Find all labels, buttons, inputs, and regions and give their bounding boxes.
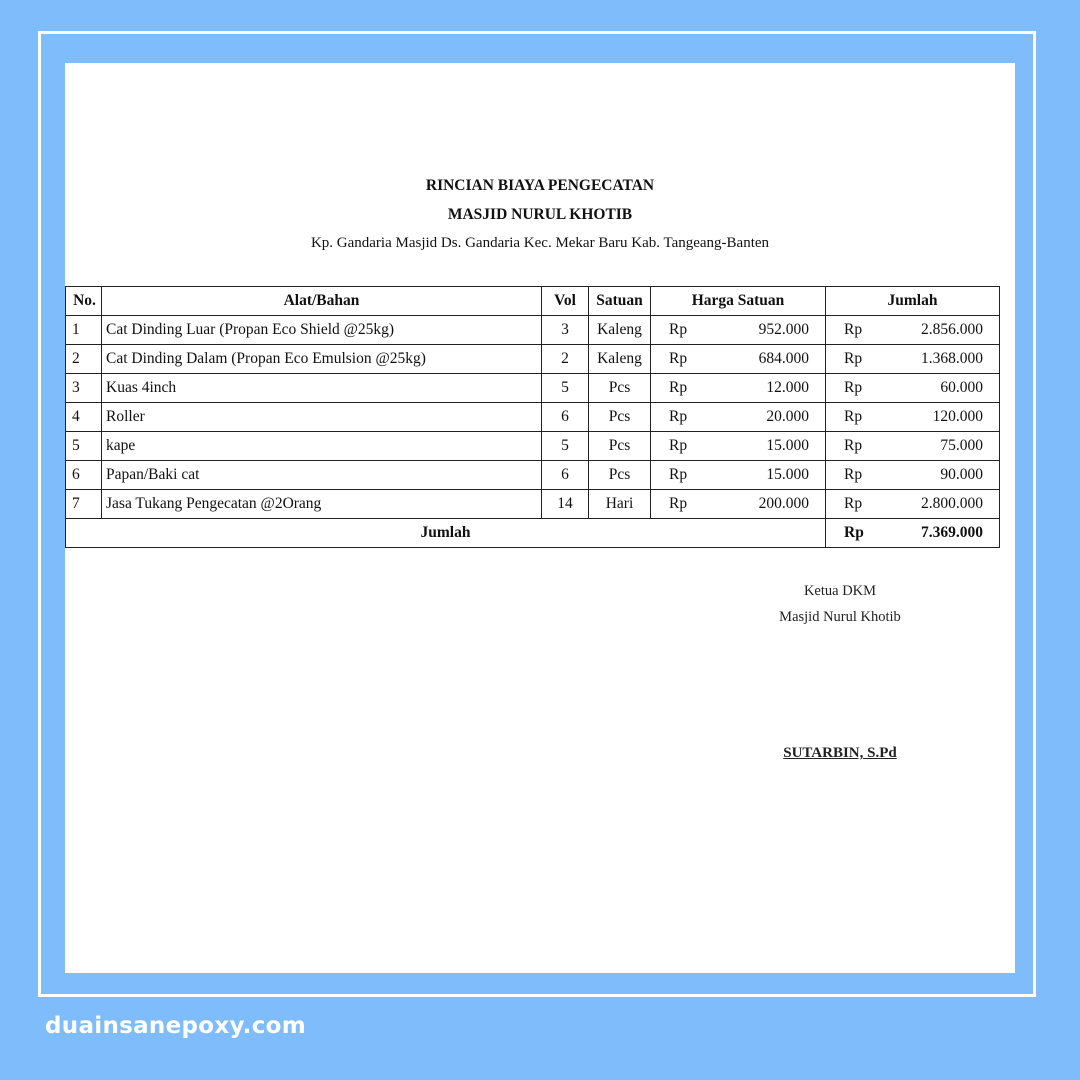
row-vol: 6 bbox=[542, 461, 589, 490]
row-total bbox=[826, 345, 1000, 374]
total-label: Jumlah bbox=[66, 519, 826, 548]
currency-label: Rp bbox=[669, 408, 688, 425]
currency-label: Rp bbox=[669, 350, 688, 367]
currency-label: Rp bbox=[844, 321, 863, 338]
document-title: RINCIAN BIAYA PENGECATAN bbox=[425, 177, 655, 194]
table-row bbox=[66, 490, 1000, 519]
row-price bbox=[651, 316, 826, 345]
grand-total-value: 7.369.000 bbox=[921, 524, 983, 541]
row-price bbox=[651, 461, 826, 490]
table-row bbox=[66, 316, 1000, 345]
table-row bbox=[66, 432, 1000, 461]
header-price: Harga Satuan bbox=[651, 287, 826, 316]
row-price bbox=[651, 432, 826, 461]
row-item: kape bbox=[102, 432, 542, 461]
row-unit: Hari bbox=[589, 490, 651, 519]
row-price bbox=[651, 403, 826, 432]
row-price bbox=[651, 490, 826, 519]
total-value: 90.000 bbox=[940, 466, 983, 483]
row-unit: Pcs bbox=[589, 403, 651, 432]
grand-total bbox=[826, 519, 1000, 548]
row-unit: Pcs bbox=[589, 374, 651, 403]
row-vol: 6 bbox=[542, 403, 589, 432]
row-vol: 14 bbox=[542, 490, 589, 519]
price-value: 15.000 bbox=[766, 437, 809, 454]
currency-label: Rp bbox=[844, 350, 863, 367]
document-address: Kp. Gandaria Masjid Ds. Gandaria Kec. Mekar Baru Kab. Tangeang-Banten bbox=[310, 235, 770, 251]
total-value: 1.368.000 bbox=[921, 350, 983, 367]
row-unit: Pcs bbox=[589, 432, 651, 461]
table-row bbox=[66, 345, 1000, 374]
price-value: 200.000 bbox=[758, 495, 809, 512]
currency-label: Rp bbox=[844, 408, 863, 425]
row-total bbox=[826, 316, 1000, 345]
row-unit: Kaleng bbox=[589, 316, 651, 345]
row-no: 4 bbox=[66, 403, 102, 432]
row-vol: 5 bbox=[542, 374, 589, 403]
currency-label: Rp bbox=[844, 379, 863, 396]
row-item: Cat Dinding Dalam (Propan Eco Emulsion @25kg) bbox=[102, 345, 542, 374]
row-item: Roller bbox=[102, 403, 542, 432]
row-vol: 5 bbox=[542, 432, 589, 461]
total-value: 120.000 bbox=[932, 408, 983, 425]
document-paper bbox=[65, 63, 1015, 973]
header-item: Alat/Bahan bbox=[102, 287, 542, 316]
row-item: Cat Dinding Luar (Propan Eco Shield @25kg) bbox=[102, 316, 542, 345]
currency-label: Rp bbox=[669, 321, 688, 338]
row-item: Kuas 4inch bbox=[102, 374, 542, 403]
signature-role: Ketua DKM bbox=[803, 583, 877, 599]
price-value: 20.000 bbox=[766, 408, 809, 425]
footer-website: duainsanepoxy.com bbox=[45, 1013, 307, 1039]
row-no: 6 bbox=[66, 461, 102, 490]
row-vol: 3 bbox=[542, 316, 589, 345]
table-row bbox=[66, 461, 1000, 490]
total-value: 60.000 bbox=[940, 379, 983, 396]
total-value: 2.856.000 bbox=[921, 321, 983, 338]
table-row bbox=[66, 374, 1000, 403]
header-total: Jumlah bbox=[826, 287, 1000, 316]
row-no: 7 bbox=[66, 490, 102, 519]
row-no: 5 bbox=[66, 432, 102, 461]
header-vol: Vol bbox=[542, 287, 589, 316]
currency-label: Rp bbox=[844, 524, 864, 541]
row-price bbox=[651, 345, 826, 374]
price-value: 684.000 bbox=[758, 350, 809, 367]
row-unit: Kaleng bbox=[589, 345, 651, 374]
price-value: 12.000 bbox=[766, 379, 809, 396]
price-value: 15.000 bbox=[766, 466, 809, 483]
header-no: No. bbox=[66, 287, 102, 316]
row-total bbox=[826, 374, 1000, 403]
header-unit: Satuan bbox=[589, 287, 651, 316]
currency-label: Rp bbox=[844, 437, 863, 454]
currency-label: Rp bbox=[669, 379, 688, 396]
row-total bbox=[826, 403, 1000, 432]
row-item: Papan/Baki cat bbox=[102, 461, 542, 490]
row-price bbox=[651, 374, 826, 403]
currency-label: Rp bbox=[844, 466, 863, 483]
row-no: 3 bbox=[66, 374, 102, 403]
total-value: 2.800.000 bbox=[921, 495, 983, 512]
document-subtitle: MASJID NURUL KHOTIB bbox=[447, 206, 633, 223]
row-no: 2 bbox=[66, 345, 102, 374]
row-total bbox=[826, 432, 1000, 461]
row-item: Jasa Tukang Pengecatan @2Orang bbox=[102, 490, 542, 519]
price-value: 952.000 bbox=[758, 321, 809, 338]
currency-label: Rp bbox=[669, 495, 688, 512]
currency-label: Rp bbox=[844, 495, 863, 512]
currency-label: Rp bbox=[669, 466, 688, 483]
currency-label: Rp bbox=[669, 437, 688, 454]
row-no: 1 bbox=[66, 316, 102, 345]
cost-table bbox=[65, 286, 1000, 548]
total-row bbox=[66, 519, 1000, 548]
signature-name: SUTARBIN, S.Pd bbox=[783, 745, 897, 761]
row-total bbox=[826, 490, 1000, 519]
row-vol: 2 bbox=[542, 345, 589, 374]
table-row bbox=[66, 403, 1000, 432]
row-unit: Pcs bbox=[589, 461, 651, 490]
total-value: 75.000 bbox=[940, 437, 983, 454]
row-total bbox=[826, 461, 1000, 490]
signature-organization: Masjid Nurul Khotib bbox=[779, 609, 901, 625]
table-header-row bbox=[66, 287, 1000, 316]
